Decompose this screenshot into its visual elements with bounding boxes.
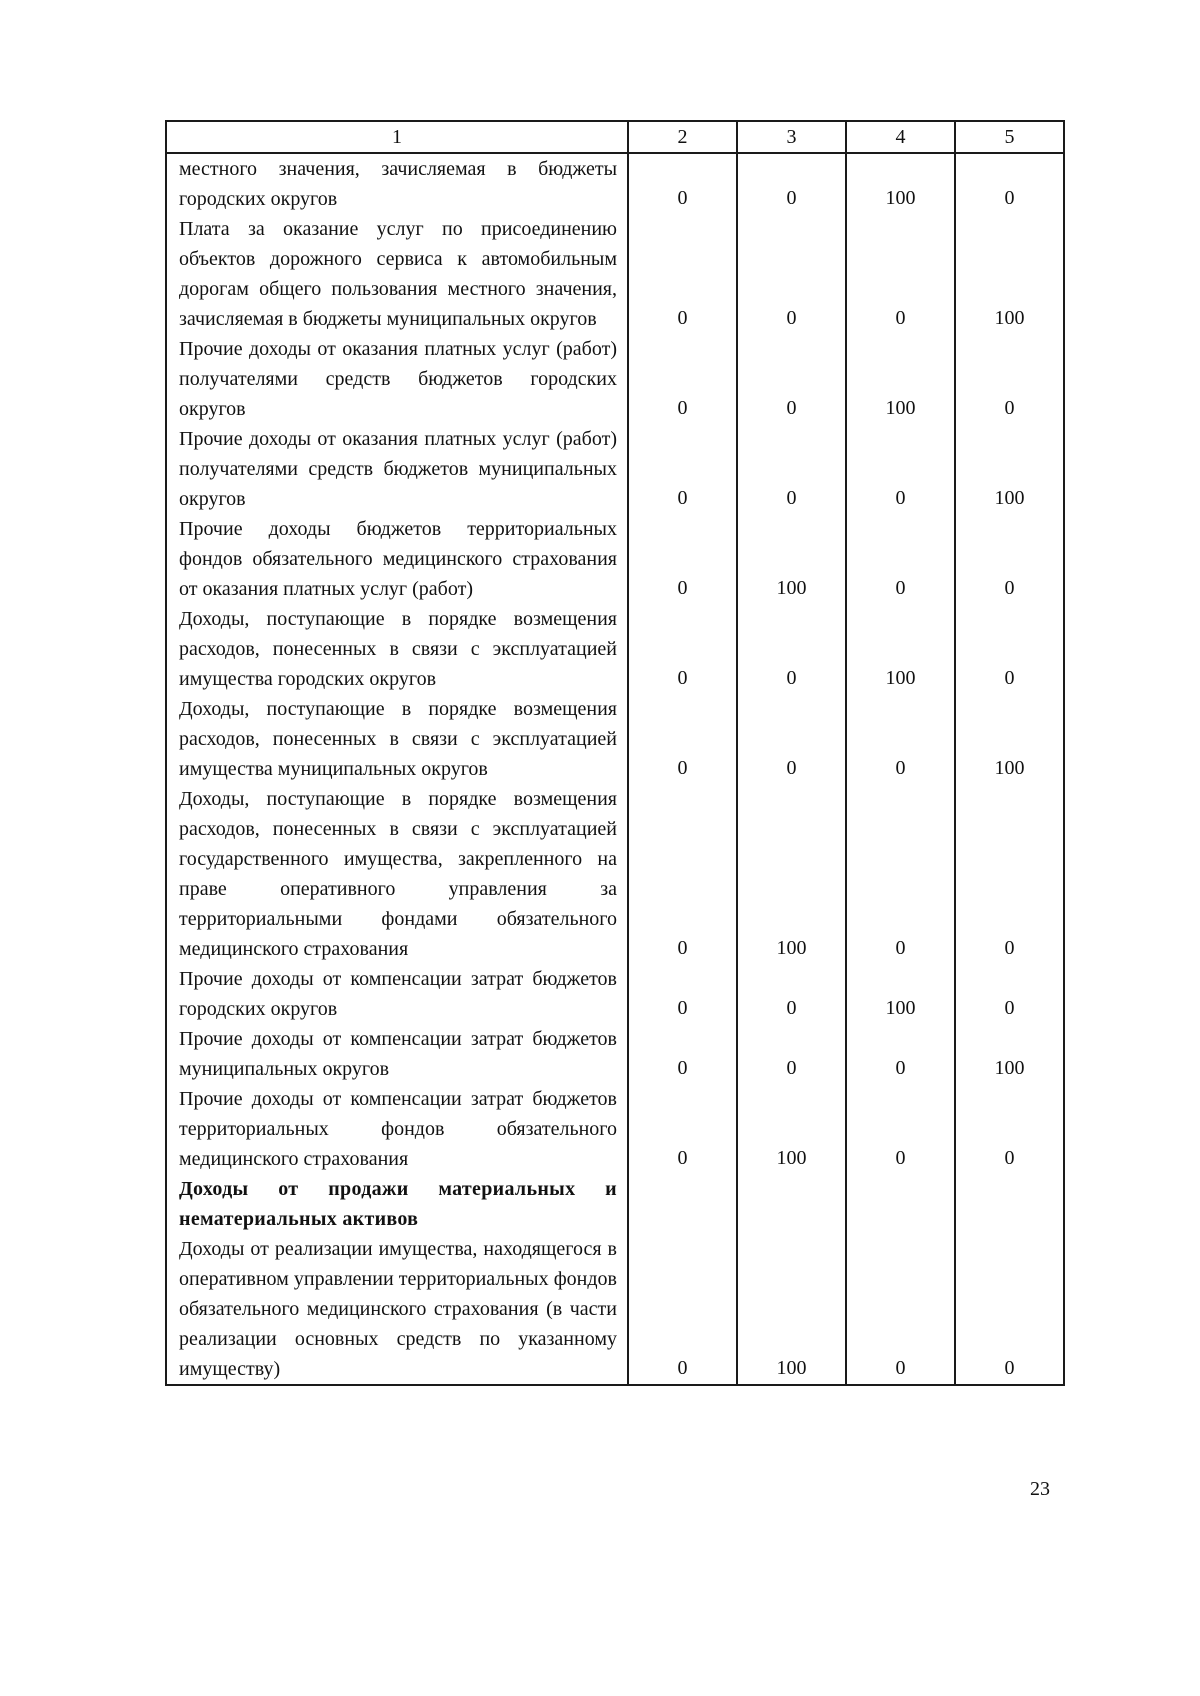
- row-value: [628, 1174, 737, 1234]
- row-description: Плата за оказание услуг по присоединению объектов дорожного сервиса к автомобильным дорогам общего пользования местного значения, зачисляемая в бюджеты муниципальных округов: [166, 214, 628, 334]
- row-description: Прочие доходы от компенсации затрат бюджетов городских округов: [166, 964, 628, 1024]
- row-value: 0: [846, 1234, 955, 1385]
- row-description: Прочие доходы от оказания платных услуг (работ) получателями средств бюджетов городских округов: [166, 334, 628, 424]
- row-value: 0: [628, 1234, 737, 1385]
- table-row: [166, 1174, 1064, 1234]
- row-value: 0: [628, 334, 737, 424]
- row-description: Прочие доходы от оказания платных услуг (работ) получателями средств бюджетов муниципальных округов: [166, 424, 628, 514]
- row-value: 0: [737, 1024, 846, 1084]
- row-value: 0: [737, 334, 846, 424]
- row-value: [955, 1174, 1064, 1234]
- table-row: [166, 334, 1064, 424]
- row-value: 0: [628, 514, 737, 604]
- column-header-4: 4: [846, 121, 955, 153]
- row-value: 0: [628, 214, 737, 334]
- row-value: 0: [846, 1024, 955, 1084]
- table-row: [166, 1234, 1064, 1385]
- row-value: 0: [955, 604, 1064, 694]
- row-value: 0: [628, 1084, 737, 1174]
- budget-distribution-table: [165, 120, 1065, 1386]
- row-value: 0: [628, 424, 737, 514]
- row-value: 100: [737, 1084, 846, 1174]
- table-row: [166, 214, 1064, 334]
- row-value: 0: [628, 1024, 737, 1084]
- row-value: 0: [737, 964, 846, 1024]
- table-row: [166, 694, 1064, 784]
- row-value: 0: [737, 694, 846, 784]
- row-value: 0: [846, 424, 955, 514]
- table-row: [166, 604, 1064, 694]
- table-row: [166, 514, 1064, 604]
- row-value: 0: [846, 1084, 955, 1174]
- row-description: Доходы, поступающие в порядке возмещения расходов, понесенных в связи с эксплуатацией государственного имущества, закрепленного на праве оперативного управления за территориальными фондами обязательного медицинского страхования: [166, 784, 628, 964]
- row-value: 100: [846, 334, 955, 424]
- row-value: 0: [955, 1084, 1064, 1174]
- page-number: 23: [1030, 1478, 1050, 1500]
- row-value: 0: [628, 694, 737, 784]
- row-description: местного значения, зачисляемая в бюджеты городских округов: [166, 153, 628, 214]
- row-value: 100: [846, 964, 955, 1024]
- row-value: 0: [737, 424, 846, 514]
- row-description: Доходы от продажи материальных и нематериальных активов: [166, 1174, 628, 1234]
- row-value: [737, 1174, 846, 1234]
- row-value: 0: [955, 334, 1064, 424]
- table-header-row: [166, 121, 1064, 153]
- row-value: 0: [955, 964, 1064, 1024]
- table-header: [166, 121, 1064, 153]
- table-row: [166, 153, 1064, 214]
- table-row: [166, 1024, 1064, 1084]
- row-value: 0: [846, 784, 955, 964]
- table-row: [166, 784, 1064, 964]
- row-value: 0: [737, 214, 846, 334]
- row-value: 0: [737, 604, 846, 694]
- row-description: Прочие доходы бюджетов территориальных фондов обязательного медицинского страхования от оказания платных услуг (работ): [166, 514, 628, 604]
- row-description: Прочие доходы от компенсации затрат бюджетов территориальных фондов обязательного медицинского страхования: [166, 1084, 628, 1174]
- row-value: 100: [955, 214, 1064, 334]
- row-description: Доходы, поступающие в порядке возмещения расходов, понесенных в связи с эксплуатацией имущества городских округов: [166, 604, 628, 694]
- row-value: 0: [955, 784, 1064, 964]
- row-value: [846, 1174, 955, 1234]
- table-body: [166, 153, 1064, 1385]
- row-value: 100: [846, 604, 955, 694]
- row-value: 0: [955, 1234, 1064, 1385]
- row-value: 100: [846, 153, 955, 214]
- table-row: [166, 1084, 1064, 1174]
- row-value: 100: [737, 1234, 846, 1385]
- row-value: 0: [955, 153, 1064, 214]
- column-header-2: 2: [628, 121, 737, 153]
- row-value: 100: [737, 514, 846, 604]
- row-value: 0: [737, 153, 846, 214]
- row-value: 0: [846, 214, 955, 334]
- row-description: Доходы, поступающие в порядке возмещения расходов, понесенных в связи с эксплуатацией имущества муниципальных округов: [166, 694, 628, 784]
- table-row: [166, 424, 1064, 514]
- row-description: Доходы от реализации имущества, находящегося в оперативном управлении территориальных фондов обязательного медицинского страхования (в части реализации основных средств по указанному имуществу): [166, 1234, 628, 1385]
- row-value: 100: [955, 694, 1064, 784]
- row-value: 0: [628, 604, 737, 694]
- row-value: 0: [628, 784, 737, 964]
- row-description: Прочие доходы от компенсации затрат бюджетов муниципальных округов: [166, 1024, 628, 1084]
- row-value: 100: [737, 784, 846, 964]
- column-header-5: 5: [955, 121, 1064, 153]
- table-row: [166, 964, 1064, 1024]
- row-value: 0: [846, 694, 955, 784]
- row-value: 100: [955, 424, 1064, 514]
- row-value: 0: [628, 964, 737, 1024]
- column-header-3: 3: [737, 121, 846, 153]
- row-value: 100: [955, 1024, 1064, 1084]
- row-value: 0: [955, 514, 1064, 604]
- row-value: 0: [846, 514, 955, 604]
- row-value: 0: [628, 153, 737, 214]
- column-header-1: 1: [166, 121, 628, 153]
